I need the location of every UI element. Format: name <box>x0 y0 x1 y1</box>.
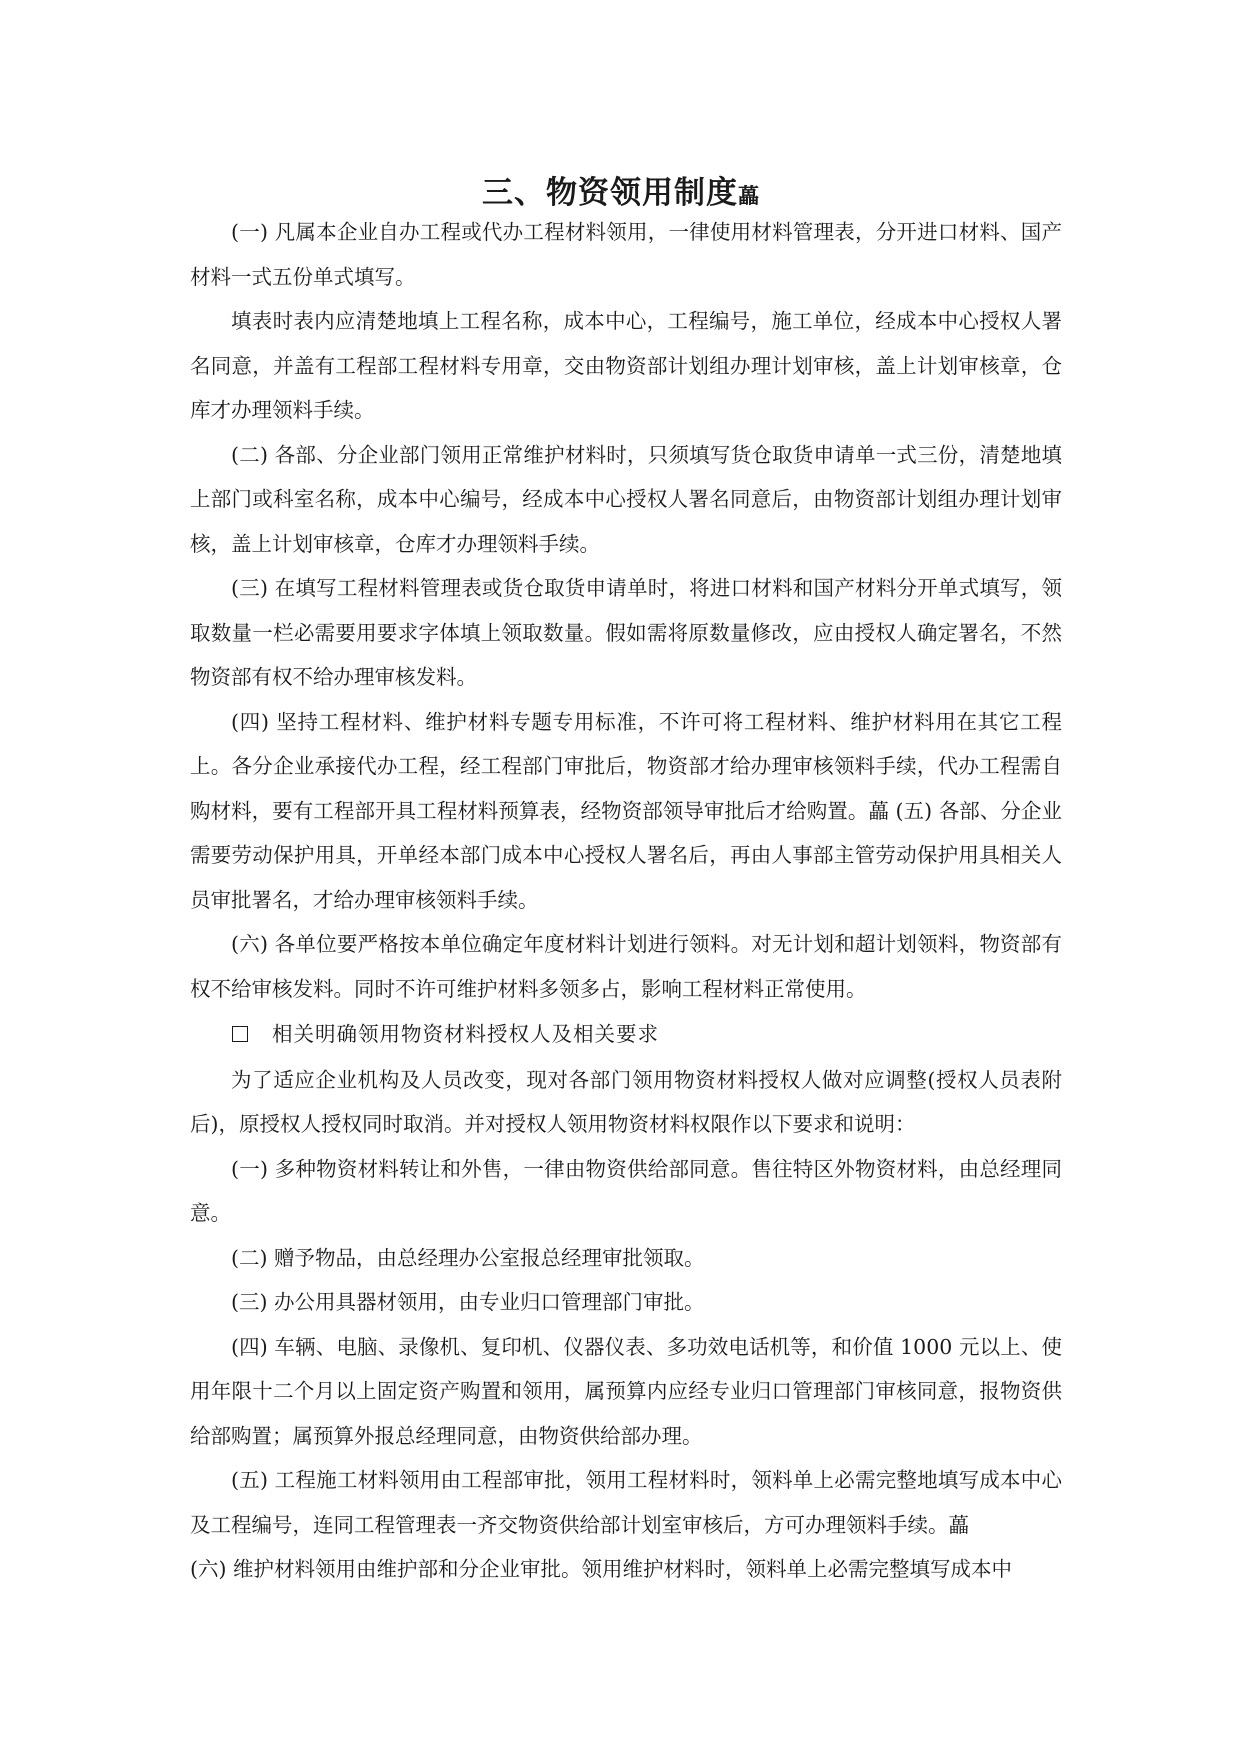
paragraph-5: (四) 坚持工程材料、维护材料专题专用标准，不许可将工程材料、维护材料用在其它工程上。各分企业承接代办工程，经工程部门审批后，物资部才给办理审核领料手续，代办工程需自购材料，要有工程部开具工程材料预算表，经物资部领导审批后才给购置。藟 (五) 各部、分企业需要劳动保护用具，开单经本部门成本中心授权人署名后，再由人事部主管劳动保护用具相关人员审批署名，才给办理审核领料手续。 <box>190 709 1062 912</box>
section-paragraph-4: (三) 办公用具器材领用，由专业归口管理部门审批。 <box>231 1290 705 1314</box>
checkbox-icon <box>232 1026 248 1042</box>
paragraph-1: (一) 凡属本企业自办工程或代办工程材料领用，一律使用材料管理表，分开进口材料、国产材料一式五份单式填写。 <box>190 220 1062 289</box>
section-paragraph-6: (五) 工程施工材料领用由工程部审批，领用工程材料时，领料单上必需完整地填写成本中心及工程编号，连同工程管理表一齐交物资供给部计划室审核后，方可办理领料手续。藟 <box>190 1468 1062 1537</box>
title-mark: 藟 <box>738 183 759 208</box>
final-paragraph: (六) 维护材料领用由维护部和分企业审批。领用维护材料时，领料单上必需完整填写成本中 <box>190 1557 1013 1581</box>
section-heading <box>190 1012 1062 1057</box>
paragraph-3: (二) 各部、分企业部门领用正常维护材料时，只须填写货仓取货申请单一式三份，清楚地填上部门或科室名称，成本中心编号，经成本中心授权人署名同意后，由物资部计划组办理计划审核，盖上计划审核章，仓库才办理领料手续。 <box>190 442 1062 556</box>
section-paragraph-2: (一) 多种物资材料转让和外售，一律由物资供给部同意。售往特区外物资材料，由总经理同意。 <box>190 1156 1062 1225</box>
page-title-text: 三、物资领用制度 <box>482 174 738 211</box>
section-paragraph-1: 为了适应企业机构及人员改变，现对各部门领用物资材料授权人做对应调整(授权人员表附后)，原授权人授权同时取消。并对授权人领用物资材料权限作以下要求和说明： <box>190 1067 1062 1136</box>
paragraph-6: (六) 各单位要严格按本单位确定年度材料计划进行领料。对无计划和超计划领料，物资部有权不给审核发料。同时不许可维护材料多领多占，影响工程材料正常使用。 <box>190 932 1062 1001</box>
paragraph-2: 填表时表内应清楚地填上工程名称，成本中心，工程编号，施工单位，经成本中心授权人署名同意，并盖有工程部工程材料专用章，交由物资部计划组办理计划审核，盖上计划审核章，仓库才办理领料手续。 <box>190 309 1062 422</box>
paragraph-4: (三) 在填写工程材料管理表或货仓取货申请单时，将进口材料和国产材料分开单式填写，领取数量一栏必需要用要求字体填上领取数量。假如需将原数量修改，应由授权人确定署名，不然物资部有权不给办理审核发料。 <box>190 576 1062 689</box>
document-body <box>190 210 1062 1592</box>
section-paragraph-3: (二) 赠予物品，由总经理办公室报总经理审批领取。 <box>231 1245 705 1270</box>
section-paragraph-5: (四) 车辆、电脑、录像机、复印机、仪器仪表、多功效电话机等，和价值 1000 元以上、使用年限十二个月以上固定资产购置和领用，属预算内应经专业归口管理部门审核同意，报物资供给部购置；属预算外报总经理同意，由物资供给部办理。 <box>190 1334 1062 1448</box>
section-heading-text: 相关明确领用物资材料授权人及相关要求 <box>272 1022 659 1046</box>
